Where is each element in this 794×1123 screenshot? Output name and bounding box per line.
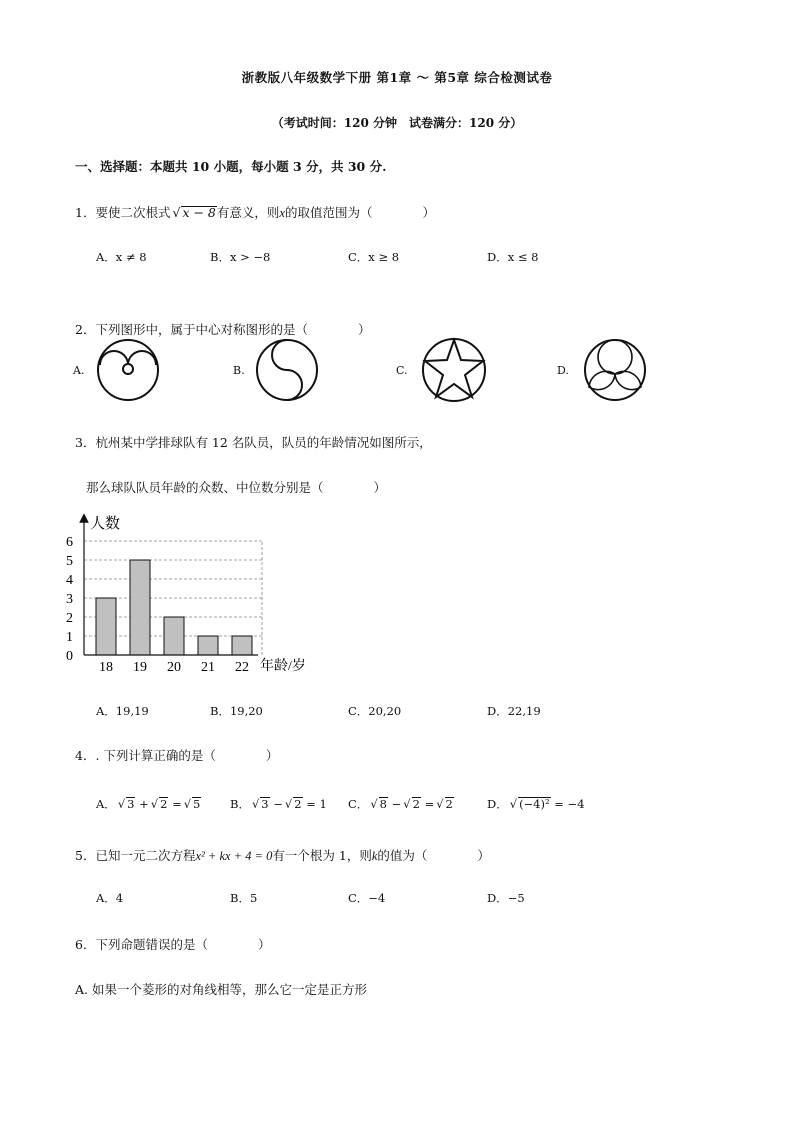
q4-c-r2: 2 xyxy=(412,797,420,811)
figure-d-trefoil xyxy=(583,338,647,402)
q1-post: 有意义，则 xyxy=(216,205,280,220)
exam-title: 浙教版八年级数学下册 第1章 ～ 第5章 综合检测试卷 xyxy=(241,70,553,85)
radical-sign: √ xyxy=(172,205,181,220)
y-tick-label: 1 xyxy=(66,630,73,645)
question-2: 2．下列图形中，属于中心对称图形的是（ ） xyxy=(75,322,371,337)
q3-option-c[interactable]: C．20,20 xyxy=(348,704,402,718)
figure-c-star-shape xyxy=(425,340,483,397)
x-tick-label: 22 xyxy=(235,660,249,675)
q5-option-b[interactable]: B．5 xyxy=(230,891,258,905)
q4-c-r3: 2 xyxy=(445,797,453,811)
figure-c-circle xyxy=(423,339,485,401)
x-tick-labels xyxy=(99,660,249,675)
q1-post2: 的取值范围为（ ） xyxy=(284,205,435,220)
x-tick-label: 19 xyxy=(133,660,147,675)
q2-label-b[interactable]: B. xyxy=(233,364,245,377)
figure-d-circle xyxy=(585,340,645,400)
q4-option-c[interactable] xyxy=(348,796,454,812)
q5-pre: 5．已知一元二次方程 xyxy=(75,848,196,863)
q4-a-eq: = xyxy=(172,797,182,811)
bar-19 xyxy=(130,560,150,655)
x-axis-label: 年龄/岁 xyxy=(260,659,306,674)
figure-b-yin-yang xyxy=(255,338,319,402)
bar-20 xyxy=(164,617,184,655)
q1-option-a[interactable]: A．x ≠ 8 xyxy=(96,250,147,264)
figure-b-s-curve xyxy=(272,340,302,400)
q4-a-r3: 5 xyxy=(193,797,201,811)
figure-d-petal-top xyxy=(598,340,632,374)
question-1 xyxy=(75,203,435,221)
q4-option-d[interactable] xyxy=(487,796,585,812)
q4-option-b[interactable] xyxy=(230,796,327,812)
y-tick-label: 6 xyxy=(66,535,73,550)
y-axis-label: 人数 xyxy=(90,516,121,532)
radical-sign: √ xyxy=(150,797,159,811)
q3-option-d[interactable]: D．22,19 xyxy=(487,704,541,718)
q4-b-label: B． xyxy=(230,797,250,811)
figure-c-star xyxy=(420,336,488,404)
exam-subtitle: （考试时间：120 分钟 试卷满分：120 分） xyxy=(271,116,523,130)
x-tick-label: 20 xyxy=(167,660,181,675)
q4-b-eq: = 1 xyxy=(306,797,327,811)
q4-a-label: A． xyxy=(96,797,116,811)
radical-sign: √ xyxy=(436,797,444,811)
q5-post: 的值为（ ） xyxy=(377,848,490,863)
q4-a-r2: 2 xyxy=(160,797,168,811)
q5-var: k xyxy=(371,849,378,863)
q6-option-a[interactable]: A. 如果一个菱形的对角线相等，那么它一定是正方形 xyxy=(75,982,367,997)
q4-b-op: − xyxy=(273,797,283,811)
y-tick-label: 4 xyxy=(66,573,73,588)
radical-sign: √ xyxy=(370,797,378,811)
q4-d-label: D． xyxy=(487,797,508,811)
q3-option-a[interactable]: A．19,19 xyxy=(96,704,149,718)
q4-d-eq: = −4 xyxy=(554,797,585,811)
q2-label-c[interactable]: C. xyxy=(396,364,408,377)
question-3-line1: 3．杭州某中学排球队有 12 名队员，队员的年龄情况如图所示， xyxy=(75,435,432,450)
radical-sign: √ xyxy=(403,797,411,811)
y-tick-label: 0 xyxy=(66,649,73,664)
figure-a-arcs xyxy=(100,351,156,365)
q1-option-d[interactable]: D．x ≤ 8 xyxy=(487,250,539,264)
q1-var: x xyxy=(279,206,285,220)
q5-option-d[interactable]: D．−5 xyxy=(487,891,525,905)
question-3-line2: 那么球队队员年龄的众数、中位数分别是（ ） xyxy=(86,480,387,495)
q1-radicand: x − 8 xyxy=(182,205,216,220)
q5-option-c[interactable]: C．−4 xyxy=(348,891,386,905)
y-tick-labels xyxy=(66,535,73,664)
y-tick-label: 5 xyxy=(66,554,73,569)
q3-option-b[interactable]: B．19,20 xyxy=(210,704,263,718)
section-heading: 一、选择题：本题共 10 小题，每小题 3 分，共 30 分. xyxy=(75,159,387,174)
q4-c-r1: 8 xyxy=(379,797,387,811)
q1-pre: 1．要使二次根式 xyxy=(75,205,171,220)
y-tick-label: 3 xyxy=(66,592,73,607)
bar-18 xyxy=(96,598,116,655)
q2-label-a[interactable]: A. xyxy=(73,364,85,377)
question-4: 4．. 下列计算正确的是（ ） xyxy=(75,748,279,763)
q4-c-label: C． xyxy=(348,797,369,811)
q4-c-op: − xyxy=(391,797,402,811)
radical-sign: √ xyxy=(183,797,192,811)
q4-c-eq: = xyxy=(424,797,435,811)
radical-sign: √ xyxy=(284,797,293,811)
q4-a-r1: 3 xyxy=(127,797,135,811)
question-5 xyxy=(75,846,490,864)
q5-equation: x² + kx + 4 = 0 xyxy=(195,849,273,863)
q1-option-c[interactable]: C．x ≥ 8 xyxy=(348,250,400,264)
x-tick-label: 18 xyxy=(99,660,113,675)
figure-a-circle xyxy=(98,340,158,400)
bar-22 xyxy=(232,636,252,655)
q5-option-a[interactable]: A．4 xyxy=(96,891,124,905)
q4-option-a[interactable] xyxy=(96,796,201,812)
q4-b-r1: 3 xyxy=(261,797,269,811)
radical-sign: √ xyxy=(509,797,518,811)
q4-d-r1: (−4)² xyxy=(519,797,550,811)
age-bar-chart xyxy=(60,510,330,680)
q1-option-b[interactable]: B．x > −8 xyxy=(210,250,271,264)
x-tick-label: 21 xyxy=(201,660,215,675)
bar-21 xyxy=(198,636,218,655)
q4-a-op: + xyxy=(139,797,149,811)
figure-a-small-circle xyxy=(123,364,133,374)
q5-mid: 有一个根为 1，则 xyxy=(272,848,372,863)
q2-label-d[interactable]: D. xyxy=(557,364,569,377)
question-6: 6．下列命题错误的是（ ） xyxy=(75,937,271,952)
y-tick-label: 2 xyxy=(66,611,73,626)
chart-bars xyxy=(96,560,252,655)
figure-a xyxy=(96,338,160,402)
radical-sign: √ xyxy=(117,797,126,811)
q4-b-r2: 2 xyxy=(294,797,302,811)
radical-sign: √ xyxy=(251,797,260,811)
